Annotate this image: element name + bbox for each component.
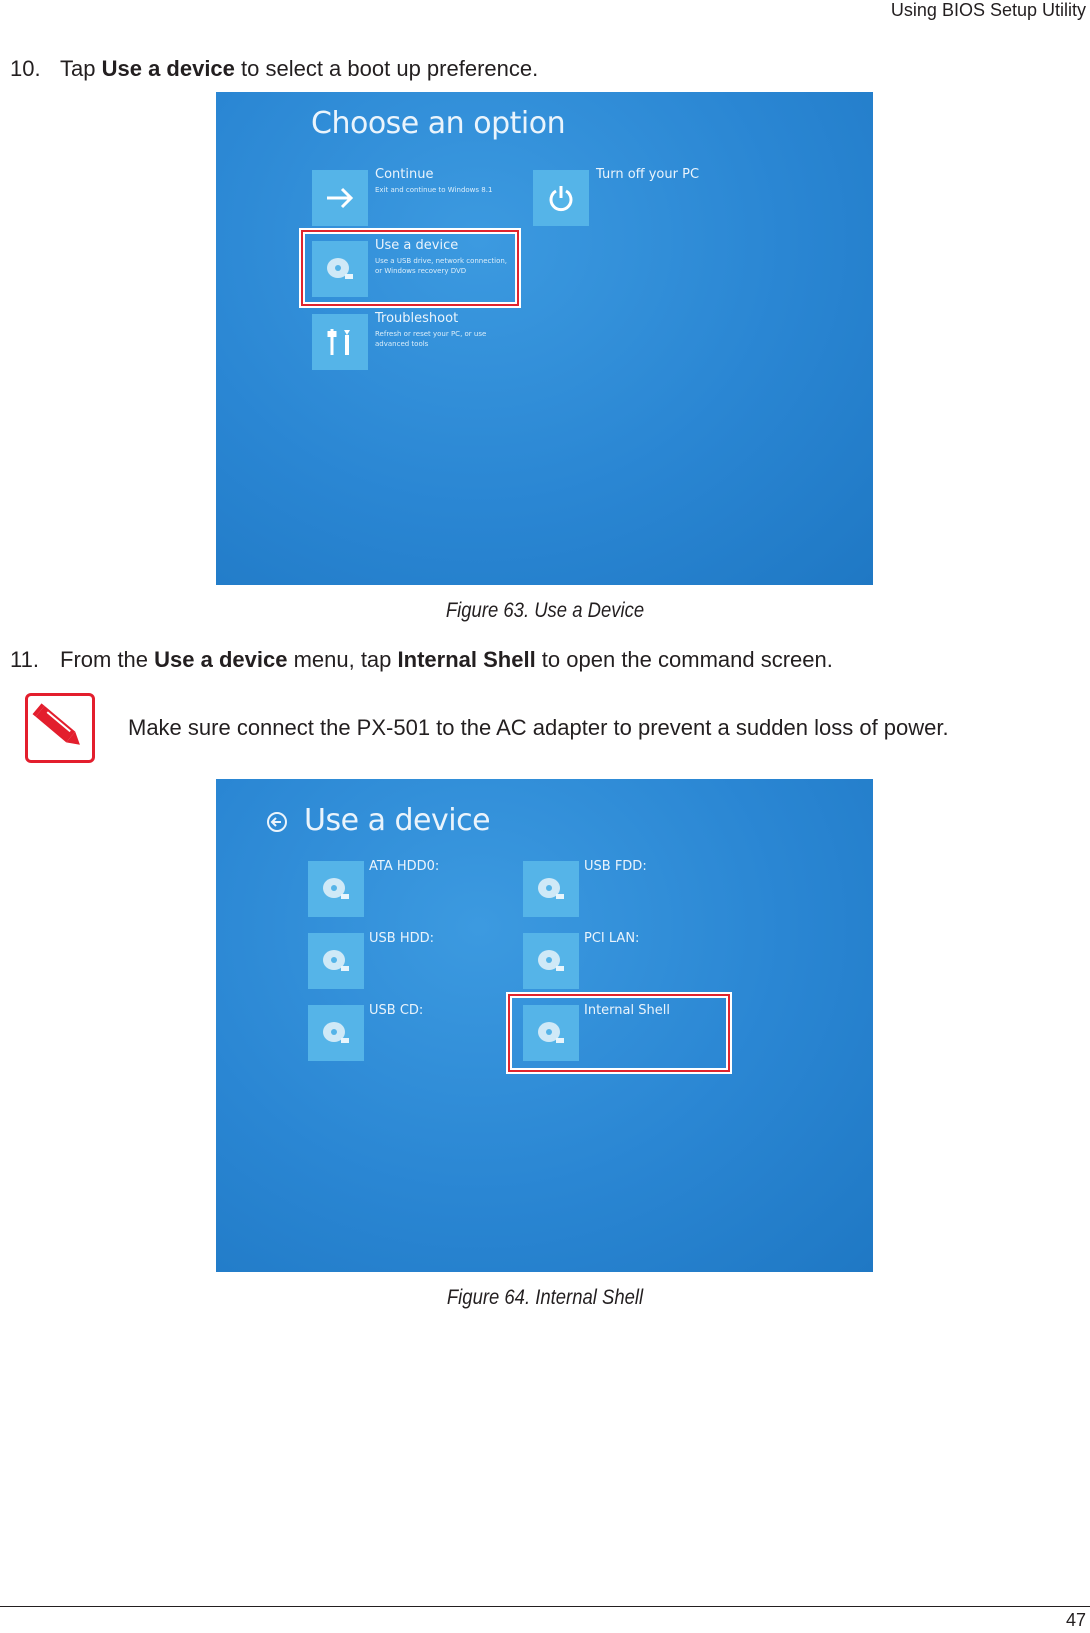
tile-description: or Windows recovery DVD bbox=[375, 267, 467, 275]
device-tile-pci-lan[interactable] bbox=[523, 933, 579, 989]
highlight-box bbox=[508, 994, 730, 1072]
figure-caption: Figure 64. Internal Shell bbox=[446, 1286, 644, 1309]
tile-description: Exit and continue to Windows 8.1 bbox=[375, 186, 493, 194]
step-10 bbox=[10, 56, 538, 82]
disk-icon bbox=[321, 948, 351, 974]
step-text: menu, tap bbox=[287, 647, 398, 672]
device-label: ATA HDD0: bbox=[369, 859, 440, 874]
device-tile-usb-hdd[interactable] bbox=[308, 933, 364, 989]
step-bold-text: Internal Shell bbox=[397, 647, 536, 672]
device-label: USB FDD: bbox=[584, 859, 647, 874]
step-bold-text: Use a device bbox=[101, 56, 235, 81]
tile-label: Troubleshoot bbox=[375, 311, 459, 326]
disk-icon bbox=[321, 1020, 351, 1046]
disk-icon bbox=[536, 948, 566, 974]
step-text: From the bbox=[60, 647, 155, 672]
tile-description: Refresh or reset your PC, or use bbox=[375, 330, 487, 338]
device-tile-ata-hdd0[interactable] bbox=[308, 861, 364, 917]
turn-off-tile[interactable] bbox=[533, 170, 589, 226]
tile-label: Turn off your PC bbox=[596, 167, 700, 182]
continue-tile[interactable] bbox=[312, 170, 368, 226]
highlight-box bbox=[301, 230, 519, 306]
device-label: USB HDD: bbox=[369, 931, 434, 946]
device-tile-usb-fdd[interactable] bbox=[523, 861, 579, 917]
disk-icon bbox=[321, 876, 351, 902]
step-number: 10. bbox=[10, 56, 41, 81]
page-number: 47 bbox=[1065, 1610, 1086, 1630]
screen-title: Use a device bbox=[304, 803, 491, 838]
device-label: USB CD: bbox=[369, 1003, 424, 1018]
step-text: Tap bbox=[60, 56, 102, 81]
device-label: PCI LAN: bbox=[584, 931, 640, 946]
screen-title: Choose an option bbox=[311, 106, 566, 141]
step-text: to select a boot up preference. bbox=[234, 56, 539, 81]
power-icon bbox=[547, 184, 575, 212]
device-label: Internal Shell bbox=[584, 1003, 670, 1018]
section-header: Using BIOS Setup Utility bbox=[890, 0, 1086, 20]
footer-rule bbox=[0, 1606, 1090, 1607]
note-text: Make sure connect the PX-501 to the AC adapter to prevent a sudden loss of power. bbox=[128, 715, 949, 740]
disk-icon bbox=[536, 876, 566, 902]
step-bold-text: Use a device bbox=[154, 647, 288, 672]
tile-label: Continue bbox=[375, 167, 434, 182]
device-tile-usb-cd[interactable] bbox=[308, 1005, 364, 1061]
figure-caption: Figure 63. Use a Device bbox=[445, 599, 645, 622]
step-11 bbox=[10, 647, 833, 673]
step-text: to open the command screen. bbox=[535, 647, 833, 672]
back-arrow-icon[interactable] bbox=[266, 811, 288, 833]
choose-option-screenshot bbox=[216, 92, 873, 585]
use-device-screenshot bbox=[216, 779, 873, 1272]
tools-icon bbox=[326, 327, 354, 357]
arrow-right-icon bbox=[325, 186, 355, 210]
troubleshoot-tile[interactable] bbox=[312, 314, 368, 370]
step-number: 11. bbox=[10, 647, 39, 672]
tile-description: Use a USB drive, network connection, bbox=[375, 257, 508, 265]
tile-description: advanced tools bbox=[375, 340, 429, 348]
tile-label: Use a device bbox=[375, 238, 459, 253]
pencil-note-icon bbox=[25, 693, 95, 763]
